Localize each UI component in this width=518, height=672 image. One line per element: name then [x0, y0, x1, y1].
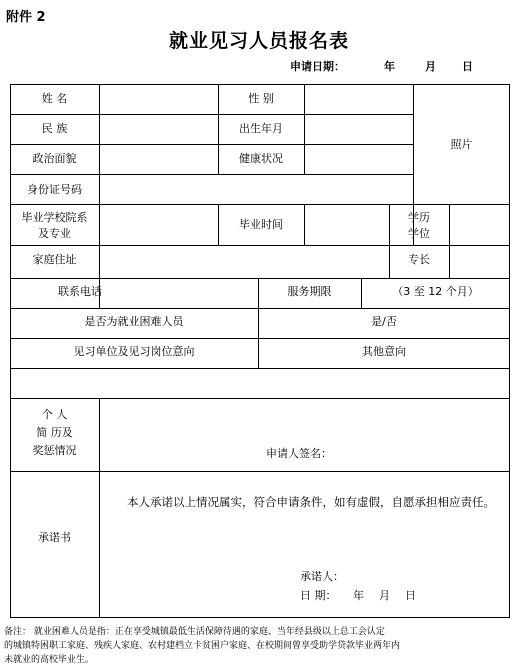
row-line: [11, 144, 413, 145]
row-line: [11, 398, 509, 399]
col-line: [99, 204, 100, 245]
row-line: [11, 204, 509, 205]
health-status-label: 健康状况: [239, 152, 283, 165]
row-line: [11, 471, 509, 472]
resume-label-line1: 个 人: [41, 408, 68, 421]
application-date-label: 申请日期：: [290, 60, 345, 73]
application-date-year: 年: [384, 60, 395, 73]
col-line: [99, 245, 100, 278]
service-period-range: （3 至 12 个月）: [392, 285, 479, 298]
col-line: [99, 85, 100, 204]
row-line: [11, 114, 413, 115]
intent-unit-label: 见习单位及见习岗位意向: [73, 345, 195, 358]
footnote: [4, 625, 514, 667]
row-line: [11, 368, 509, 369]
attachment-label: 附件 2: [6, 10, 46, 25]
gender-label: 性 别: [248, 92, 274, 105]
photo-label: 照片: [450, 138, 473, 151]
school-label-line2: 及专业: [38, 227, 71, 240]
row-line: [11, 174, 413, 175]
footnote-line1: 备注： 就业困难人员是指：正在享受城镇最低生活保障待遇的家庭、当年经县级以上总工会认定: [4, 627, 385, 637]
specialty-label: 专长: [408, 253, 430, 266]
sign-date-year: 年: [353, 589, 364, 602]
sign-date-day: 日: [405, 589, 416, 602]
footnote-line3: 未就业的高校毕业生。: [4, 655, 95, 665]
col-line: [304, 85, 305, 174]
commitment-text: 本人承诺以上情况属实，符合申请条件，如有虚假，自愿承担相应责任。: [127, 495, 495, 509]
promiser-label: 承诺人：: [300, 570, 344, 583]
resume-label-line3: 奖惩情况: [32, 444, 77, 457]
id-number-label: 身份证号码: [27, 183, 82, 196]
applicant-signature-label: 申请人签名：: [266, 447, 332, 460]
difficulty-question-label: 是否为就业困难人员: [84, 315, 184, 328]
application-date-month: 月: [425, 60, 436, 73]
degree-label-line1: 学历: [408, 211, 430, 224]
political-status-label: 政治面貌: [32, 152, 77, 165]
row-line: [11, 245, 509, 246]
resume-label-line2: 简 历及: [36, 426, 73, 439]
col-line: [304, 204, 305, 245]
row-line: [11, 278, 509, 279]
col-line: [99, 398, 100, 617]
application-date-day: 日: [462, 60, 473, 73]
other-intent-label: 其他意向: [362, 345, 406, 358]
form-title: 就业见习人员报名表: [168, 30, 349, 52]
name-label: 姓 名: [41, 92, 68, 105]
sign-date-month: 月: [379, 589, 390, 602]
yes-no-option: 是/否: [371, 315, 397, 328]
school-label-line1: 毕业学校院系: [21, 211, 88, 224]
commitment-label: 承诺书: [38, 531, 71, 544]
birth-date-label: 出生年月: [239, 122, 283, 135]
col-line: [449, 204, 450, 278]
row-line: [11, 308, 509, 309]
phone-label: 联系电话: [58, 285, 102, 298]
service-period-label: 服务期限: [287, 285, 332, 298]
footnote-line2: 的城镇特困职工家庭、残疾人家庭、农村建档立卡贫困户家庭、在校期间曾享受助学贷款毕业两年内: [4, 641, 401, 651]
sign-date-label: 日 期：: [300, 589, 337, 602]
degree-label-line2: 学位: [408, 227, 430, 240]
ethnicity-label: 民 族: [41, 122, 68, 135]
graduation-time-label: 毕业时间: [239, 218, 283, 231]
address-label: 家庭住址: [32, 253, 77, 266]
row-line: [11, 338, 509, 339]
